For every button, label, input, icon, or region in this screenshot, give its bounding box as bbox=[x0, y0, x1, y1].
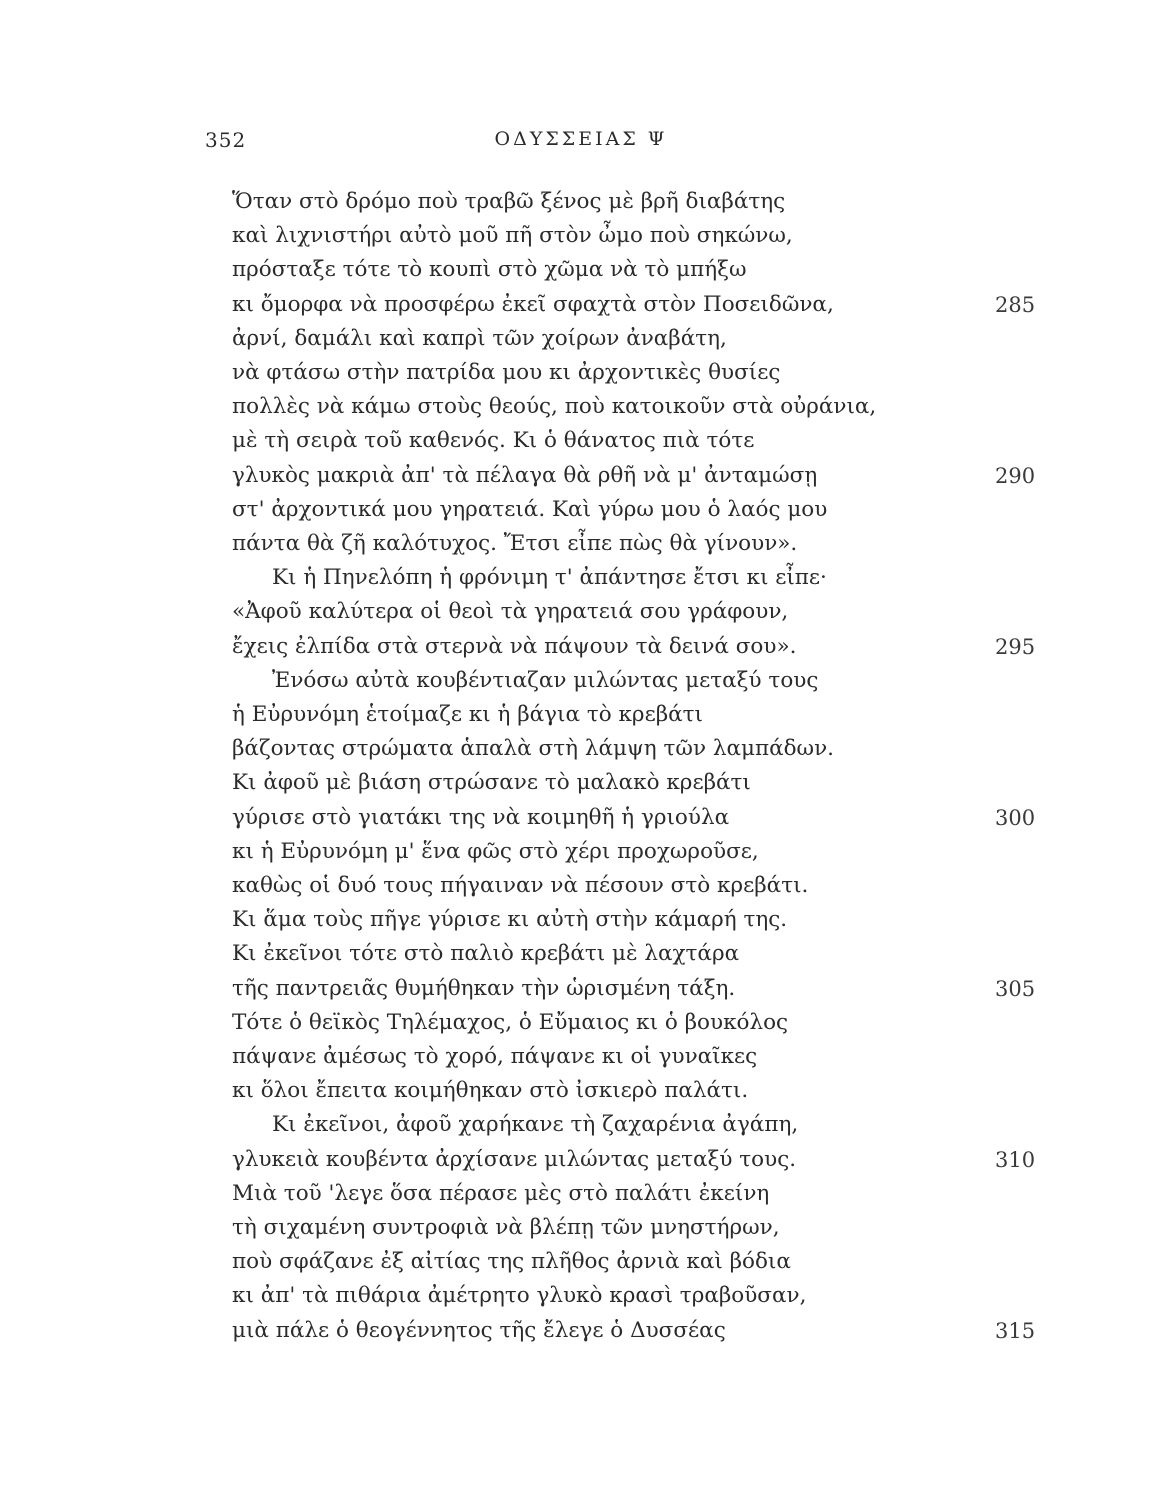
verse-text: γλυκειὰ κουβέντα ἀρχίσανε μιλώντας μεταξύ τους. bbox=[232, 1146, 797, 1172]
verse-text: κι ἀπ' τὰ πιθάρια ἀμέτρητο γλυκὸ κρασὶ τραβοῦσαν, bbox=[232, 1283, 807, 1309]
page-header bbox=[0, 128, 1162, 158]
verse-line bbox=[0, 356, 1162, 390]
verse-text: ποὺ σφάζανε ἐξ αἰτίας της πλῆθος ἀρνιὰ καὶ βόδια bbox=[232, 1249, 791, 1275]
line-number: 290 bbox=[995, 463, 1036, 488]
line-number: 300 bbox=[995, 805, 1036, 830]
verse-line bbox=[0, 630, 1162, 664]
verse-line bbox=[0, 219, 1162, 253]
verse-line bbox=[0, 1177, 1162, 1211]
verse-text: ἀρνί, δαμάλι καὶ καπρὶ τῶν χοίρων ἀναβάτη, bbox=[232, 325, 727, 351]
verse-text: πολλὲς νὰ κάμω στοὺς θεούς, ποὺ κατοικοῦν στὰ οὐράνια, bbox=[232, 394, 877, 420]
line-number: 305 bbox=[995, 976, 1036, 1001]
verse-text: πάντα θὰ ζῆ καλότυχος. Ἔτσι εἶπε πὼς θὰ γίνουν». bbox=[232, 531, 798, 556]
verse-text: κι ὅλοι ἔπειτα κοιμήθηκαν στὸ ἰσκιερὸ παλάτι. bbox=[232, 1078, 749, 1104]
verse-line bbox=[0, 288, 1162, 322]
line-number: 310 bbox=[995, 1147, 1036, 1172]
verse-line bbox=[0, 937, 1162, 971]
running-title: ΟΔΥΣΣΕΙΑΣ Ψ bbox=[494, 128, 668, 150]
verse-line bbox=[0, 1211, 1162, 1245]
verse-line bbox=[0, 869, 1162, 903]
verse-text: Κι ἡ Πηνελόπη ἡ φρόνιμη τ' ἀπάντησε ἔτσι κι εἶπε· bbox=[272, 565, 827, 591]
line-number: 285 bbox=[995, 292, 1036, 317]
verse-line bbox=[0, 1040, 1162, 1074]
verse-text: στ' ἀρχοντικά μου γηρατειά. Καὶ γύρω μου ὁ λαός μου bbox=[232, 496, 828, 522]
verse-text: Κι ἐκεῖνοι, ἀφοῦ χαρήκανε τὴ ζαχαρένια ἀγάπη, bbox=[272, 1112, 799, 1138]
verse-text: τὴ σιχαμένη συντροφιὰ νὰ βλέπῃ τῶν μνηστήρων, bbox=[232, 1215, 780, 1240]
verse-line bbox=[0, 1143, 1162, 1177]
verse-line bbox=[0, 1108, 1162, 1142]
verse-line bbox=[0, 459, 1162, 493]
verse-line bbox=[0, 1279, 1162, 1313]
verse-line bbox=[0, 527, 1162, 561]
verse-line bbox=[0, 253, 1162, 287]
verse-text: μιὰ πάλε ὁ θεογέννητος τῆς ἔλεγε ὁ Δυσσέας bbox=[232, 1317, 726, 1343]
line-number: 315 bbox=[995, 1318, 1036, 1343]
verse-text: κι ὄμορφα νὰ προσφέρω ἐκεῖ σφαχτὰ στὸν Ποσειδῶνα, bbox=[232, 291, 834, 317]
verse-line bbox=[0, 390, 1162, 424]
verse-text: ἔχεις ἐλπίδα στὰ στερνὰ νὰ πάψουν τὰ δεινά σου». bbox=[232, 633, 797, 659]
verse-text: βάζοντας στρώματα ἁπαλὰ στὴ λάμψη τῶν λαμπάδων. bbox=[232, 736, 834, 762]
verse-line bbox=[0, 1245, 1162, 1279]
verse-text: ἡ Εὐρυνόμη ἑτοίμαζε κι ἡ βάγια τὸ κρεβάτι bbox=[232, 702, 703, 727]
verse-text: Μιὰ τοῦ 'λεγε ὅσα πέρασε μὲς στὸ παλάτι ἐκείνη bbox=[232, 1180, 770, 1206]
verse-line bbox=[0, 801, 1162, 835]
verse-text: Ἐνόσω αὐτὰ κουβέντιαζαν μιλώντας μεταξύ τους bbox=[272, 667, 819, 693]
verse-line bbox=[0, 732, 1162, 766]
verse-line bbox=[0, 561, 1162, 595]
verse-line bbox=[0, 322, 1162, 356]
verse-text: Κι ἀφοῦ μὲ βιάση στρώσανε τὸ μαλακὸ κρεβάτι bbox=[232, 770, 751, 796]
verse-line bbox=[0, 903, 1162, 937]
verse-text: Τότε ὁ θεϊκὸς Τηλέμαχος, ὁ Εὔμαιος κι ὁ βουκόλος bbox=[232, 1009, 789, 1035]
verse-text: νὰ φτάσω στὴν πατρίδα μου κι ἀρχοντικὲς θυσίες bbox=[232, 360, 781, 385]
verse-line bbox=[0, 1314, 1162, 1348]
verse-text: γύρισε στὸ γιατάκι της νὰ κοιμηθῆ ἡ γριούλα bbox=[232, 804, 730, 830]
verse-text: τῆς παντρειᾶς θυμήθηκαν τὴν ὡρισμένη τάξη. bbox=[232, 975, 736, 1001]
verse-line bbox=[0, 493, 1162, 527]
verse-text: μὲ τὴ σειρὰ τοῦ καθενός. Κι ὁ θάνατος πιὰ τότε bbox=[232, 428, 755, 454]
verse-text: γλυκὸς μακριὰ ἀπ' τὰ πέλαγα θὰ ρθῆ νὰ μ' ἀνταμώσῃ bbox=[232, 462, 818, 488]
verse-text: «Ἀφοῦ καλύτερα οἱ θεοὶ τὰ γηρατειά σου γράφουν, bbox=[232, 599, 789, 625]
verse-text: πάψανε ἀμέσως τὸ χορό, πάψανε κι οἱ γυναῖκες bbox=[232, 1044, 758, 1069]
verse-line bbox=[0, 1074, 1162, 1108]
verse-text: πρόσταξε τότε τὸ κουπὶ στὸ χῶμα νὰ τὸ μπήξω bbox=[232, 257, 747, 283]
verse-text: καθὼς οἱ δυό τους πήγαιναν νὰ πέσουν στὸ κρεβάτι. bbox=[232, 873, 809, 898]
verse-line bbox=[0, 595, 1162, 629]
verse-line bbox=[0, 766, 1162, 800]
verse-text: Ὅταν στὸ δρόμο ποὺ τραβῶ ξένος μὲ βρῆ διαβάτης bbox=[232, 189, 786, 214]
page-number: 352 bbox=[205, 128, 247, 152]
verse-line bbox=[0, 835, 1162, 869]
verse-line bbox=[0, 185, 1162, 219]
verse-text: Κι ἅμα τοὺς πῆγε γύρισε κι αὐτὴ στὴν κάμαρή της. bbox=[232, 907, 788, 933]
verse-line bbox=[0, 664, 1162, 698]
verse-text: Κι ἐκεῖνοι τότε στὸ παλιὸ κρεβάτι μὲ λαχτάρα bbox=[232, 941, 740, 967]
verse-text: κι ἡ Εὐρυνόμη μ' ἕνα φῶς στὸ χέρι προχωροῦσε, bbox=[232, 838, 759, 864]
line-number: 295 bbox=[995, 634, 1036, 659]
verse-line bbox=[0, 1006, 1162, 1040]
verse-text: καὶ λιχνιστήρι αὐτὸ μοῦ πῆ στὸν ὦμο ποὺ σηκώνω, bbox=[232, 223, 793, 249]
verse-line bbox=[0, 972, 1162, 1006]
verse-line bbox=[0, 424, 1162, 458]
verse-line bbox=[0, 698, 1162, 732]
